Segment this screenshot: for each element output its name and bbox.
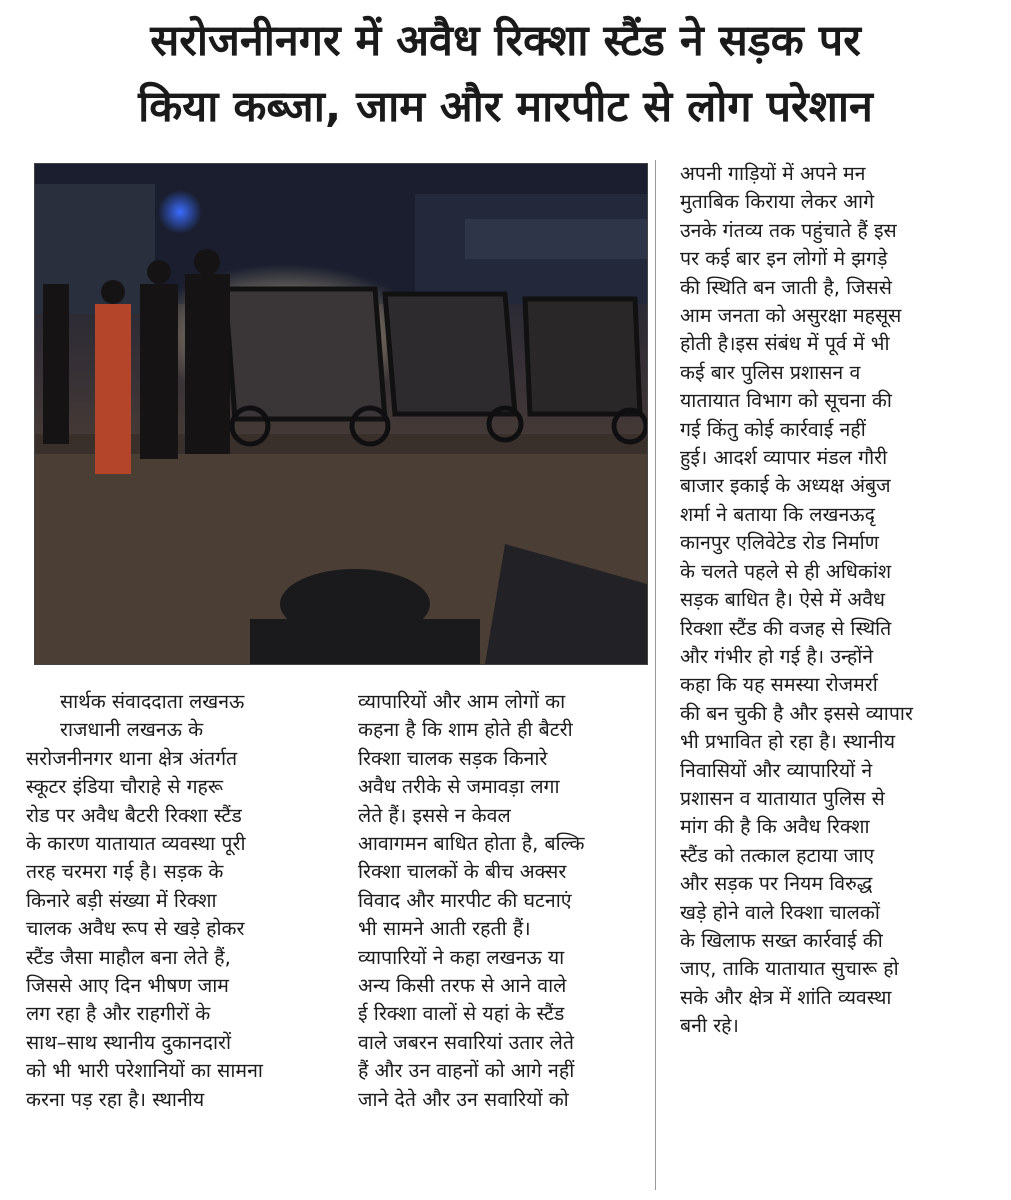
text-line: को भी भारी परेशानियों का सामना — [26, 1059, 263, 1083]
text-line: के चलते पहले से ही अधिकांश — [680, 559, 892, 583]
text-line: लग रहा है और राहगीरों के — [26, 1002, 211, 1026]
text-line: खड़े होने वाले रिक्शा चालकों — [680, 900, 880, 924]
text-line: व्यापारियों ने कहा लखनऊ या — [358, 945, 565, 969]
text-line: कई बार पुलिस प्रशासन व — [680, 360, 861, 384]
text-line: करना पड़ रहा है। स्थानीय — [26, 1087, 205, 1111]
text-line: शर्मा ने बताया कि लखनऊदृ — [680, 502, 875, 526]
article-column-1 — [26, 688, 332, 1114]
text-line: आवागमन बाधित होता है, बल्कि — [358, 832, 585, 856]
text-line: तरह चरमरा गई है। सड़क के — [26, 860, 224, 884]
text-line: आम जनता को असुरक्षा महसूस — [680, 304, 902, 328]
text-line: स्टैंड को तत्काल हटाया जाए — [680, 843, 875, 867]
text-line: कहा कि यह समस्या रोजमर्रा — [680, 673, 878, 697]
text-line: गई किंतु कोई कार्रवाई नहीं — [680, 417, 866, 441]
text-line: सरोजनीनगर थाना क्षेत्र अंतर्गत — [26, 746, 238, 770]
text-line: जाए, ताकि यातायात सुचारू हो — [680, 957, 899, 981]
text-line: मांग की है कि अवैध रिक्शा — [680, 815, 870, 839]
text-line: बनी रहे। — [680, 1014, 739, 1038]
text-line: सड़क बाधित है। ऐसे में अवैध — [680, 588, 886, 612]
text-line: जाने देते और उन सवारियों को — [358, 1087, 569, 1111]
text-line: अन्य किसी तरफ से आने वाले — [358, 974, 567, 998]
text-line: ई रिक्शा वालों से यहां के स्टैंड — [358, 1002, 565, 1026]
text-line: वाले जबरन सवारियां उतार लेते — [358, 1030, 574, 1054]
text-line: सके और क्षेत्र में शांति व्यवस्था — [680, 985, 892, 1009]
text-line: व्यापारियों और आम लोगों का — [358, 690, 566, 713]
text-line: हुई। आदर्श व्यापार मंडल गौरी — [680, 446, 888, 470]
text-line: उनके गंतव्य तक पहुंचाते हैं इस — [680, 218, 897, 242]
text-line: साथ–साथ स्थानीय दुकानदारों — [26, 1030, 232, 1054]
text-line: की स्थिति बन जाती है, जिससे — [680, 275, 892, 299]
text-line: किनारे बड़ी संख्या में रिक्शा — [26, 888, 217, 912]
article-column-2 — [358, 688, 658, 1114]
text-line: और गंभीर हो गई है। उन्होंने — [680, 644, 874, 668]
text-line: रिक्शा चालक सड़क किनारे — [358, 746, 548, 770]
text-line: हैं और उन वाहनों को आगे नहीं — [358, 1059, 575, 1083]
text-line: अवैध तरीके से जमावड़ा लगा — [358, 775, 560, 799]
text-line: प्रशासन व यातायात पुलिस से — [680, 786, 885, 810]
news-photo — [34, 163, 648, 665]
dateline: सार्थक संवाददाता लखनऊ — [60, 690, 245, 713]
text-line: कानपुर एलिवेटेड रोड निर्माण — [680, 531, 879, 555]
headline-line-1: सरोजनीनगर में अवैध रिक्शा स्टैंड ने सड़क पर — [150, 16, 861, 66]
headline-line-2: किया कब्जा, जाम और मारपीट से लोग परेशान — [138, 82, 873, 132]
text-line: रिक्शा चालकों के बीच अक्सर — [358, 860, 567, 884]
text-line: यातायात विभाग को सूचना की — [680, 389, 892, 413]
news-photo-illustration — [35, 164, 647, 664]
headline — [0, 8, 1011, 140]
text-line: जिससे आए दिन भीषण जाम — [26, 974, 229, 998]
text-line: भी सामने आती रहती हैं। — [358, 917, 531, 941]
text-line: रिक्शा स्टैंड की वजह से स्थिति — [680, 616, 892, 640]
text-line: के कारण यातायात व्यवस्था पूरी — [26, 832, 246, 856]
text-line: भी प्रभावित हो रहा है। स्थानीय — [680, 730, 896, 754]
article-column-3 — [680, 160, 992, 1041]
text-line: राजधानी लखनऊ के — [60, 718, 204, 742]
text-line: स्कूटर इंडिया चौराहे से गहरू — [26, 775, 224, 799]
text-line: अपनी गाड़ियों में अपने मन — [680, 162, 866, 185]
text-line: बाजार इकाई के अध्यक्ष अंबुज — [680, 474, 891, 498]
text-line: स्टैंड जैसा माहौल बना लेते हैं, — [26, 945, 231, 969]
text-line: मुताबिक किराया लेकर आगे — [680, 190, 875, 214]
text-line: लेते हैं। इससे न केवल — [358, 803, 511, 827]
text-line: के खिलाफ सख्त कार्रवाई की — [680, 928, 883, 952]
text-line: और सड़क पर नियम विरुद्ध — [680, 872, 873, 896]
text-line: की बन चुकी है और इससे व्यापार — [680, 701, 913, 725]
text-line: कहना है कि शाम होते ही बैटरी — [358, 718, 573, 742]
text-line: निवासियों और व्यापारियों ने — [680, 758, 873, 782]
text-line: होती है।इस संबंध में पूर्व में भी — [680, 332, 890, 356]
text-line: पर कई बार इन लोगों मे झगड़े — [680, 247, 888, 271]
text-line: रोड पर अवैध बैटरी रिक्शा स्टैंड — [26, 803, 242, 827]
text-line: विवाद और मारपीट की घटनाएं — [358, 888, 572, 912]
text-line: चालक अवैध रूप से खड़े होकर — [26, 917, 245, 941]
